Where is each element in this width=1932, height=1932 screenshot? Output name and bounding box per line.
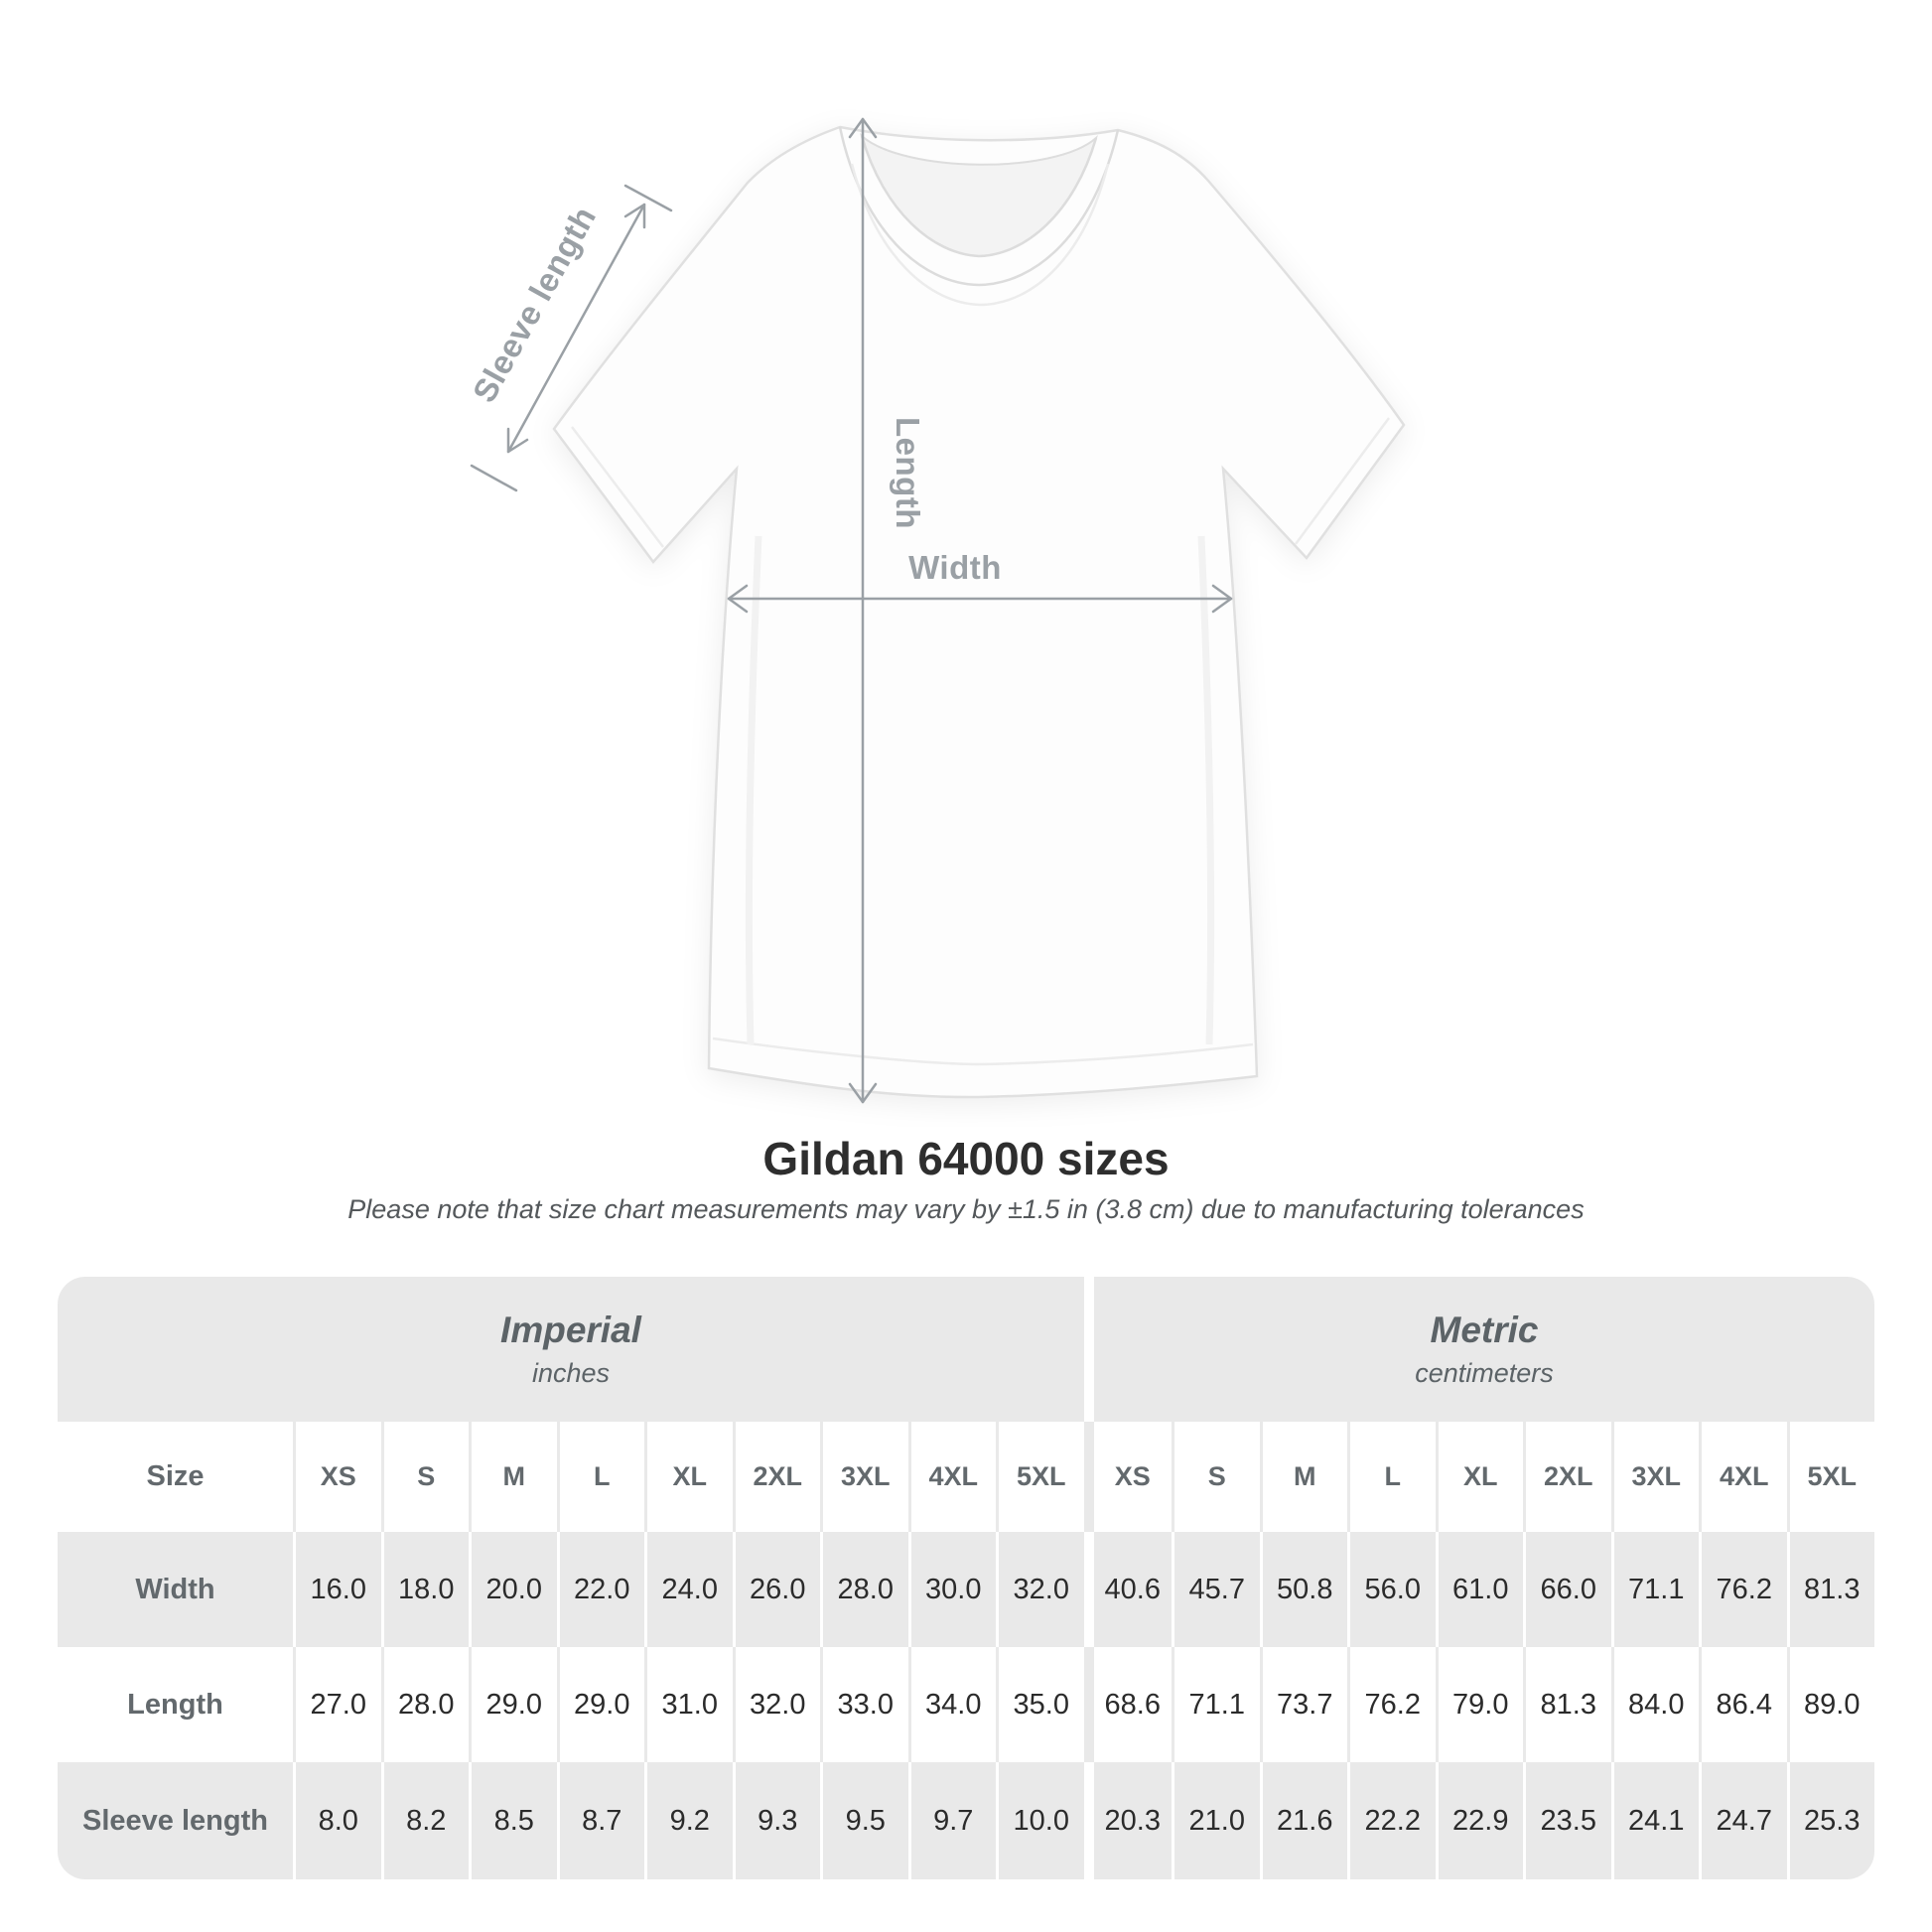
measurement-value-metric: 76.2 (1347, 1647, 1436, 1762)
size-header-cell-imperial: S (381, 1422, 470, 1532)
measurement-value-metric: 86.4 (1699, 1647, 1787, 1762)
measurement-value-imperial: 26.0 (733, 1532, 821, 1647)
size-row-label: Size (58, 1422, 293, 1532)
measurement-value-imperial: 8.7 (557, 1762, 645, 1879)
measurement-value-metric: 23.5 (1523, 1762, 1611, 1879)
imperial-title: Imperial (500, 1310, 641, 1350)
measurement-value-imperial: 8.5 (469, 1762, 557, 1879)
size-header-cell-metric: XS (1084, 1422, 1173, 1532)
measurement-value-imperial: 18.0 (381, 1532, 470, 1647)
size-header-cell-imperial: 5XL (996, 1422, 1084, 1532)
measurement-value-metric: 76.2 (1699, 1532, 1787, 1647)
measurement-value-metric: 84.0 (1611, 1647, 1700, 1762)
size-header-cell-metric: M (1260, 1422, 1348, 1532)
size-header-cell-imperial: L (557, 1422, 645, 1532)
measurement-value-imperial: 27.0 (293, 1647, 381, 1762)
measurement-value-imperial: 10.0 (996, 1762, 1084, 1879)
size-header-cell-metric: 5XL (1787, 1422, 1875, 1532)
measurement-value-metric: 21.0 (1172, 1762, 1260, 1879)
size-header-cell-metric: L (1347, 1422, 1436, 1532)
measurement-value-imperial: 29.0 (557, 1647, 645, 1762)
size-header-cell-metric: 4XL (1699, 1422, 1787, 1532)
measurement-value-metric: 25.3 (1787, 1762, 1875, 1879)
measurement-value-imperial: 24.0 (644, 1532, 733, 1647)
size-header-cell-imperial: M (469, 1422, 557, 1532)
tshirt-illustration (554, 127, 1404, 1097)
measurement-value-metric: 79.0 (1436, 1647, 1524, 1762)
tshirt-outline (554, 127, 1404, 1097)
size-header-cell-imperial: 3XL (820, 1422, 908, 1532)
measurement-value-imperial: 20.0 (469, 1532, 557, 1647)
size-header-cell-imperial: XS (293, 1422, 381, 1532)
measurement-value-imperial: 8.0 (293, 1762, 381, 1879)
tolerance-note: Please note that size chart measurements may vary by ±1.5 in (3.8 cm) due to manufacturing tolerances (347, 1194, 1585, 1224)
size-header-cell-metric: 2XL (1523, 1422, 1611, 1532)
measurement-value-metric: 61.0 (1436, 1532, 1524, 1647)
measurement-value-imperial: 9.2 (644, 1762, 733, 1879)
measurement-value-imperial: 9.5 (820, 1762, 908, 1879)
width-label: Width (908, 549, 1002, 586)
sleeve-top-tick (625, 186, 671, 210)
measurement-value-metric: 24.1 (1611, 1762, 1700, 1879)
metric-unit: centimeters (1415, 1358, 1554, 1388)
imperial-header (58, 1277, 1084, 1422)
row-label: Length (58, 1647, 293, 1762)
measurement-value-imperial: 8.2 (381, 1762, 470, 1879)
measurement-value-metric: 20.3 (1084, 1762, 1173, 1879)
measurement-value-imperial: 28.0 (381, 1647, 470, 1762)
measurement-value-imperial: 29.0 (469, 1647, 557, 1762)
measurement-value-imperial: 30.0 (908, 1532, 997, 1647)
table-row-sleeve-length (58, 1762, 1874, 1879)
row-label: Width (58, 1532, 293, 1647)
measurement-value-imperial: 34.0 (908, 1647, 997, 1762)
metric-header (1084, 1277, 1874, 1422)
row-label: Sleeve length (58, 1762, 293, 1879)
sleeve-length-label: Sleeve length (465, 200, 604, 409)
measurement-value-metric: 81.3 (1523, 1647, 1611, 1762)
measurement-value-imperial: 22.0 (557, 1532, 645, 1647)
page-title: Gildan 64000 sizes (762, 1133, 1170, 1184)
measurement-value-imperial: 28.0 (820, 1532, 908, 1647)
unit-system-header-row (58, 1277, 1874, 1422)
measurement-value-metric: 81.3 (1787, 1532, 1875, 1647)
measurement-value-metric: 56.0 (1347, 1532, 1436, 1647)
size-header-cell-imperial: XL (644, 1422, 733, 1532)
size-header-cell-imperial: 4XL (908, 1422, 997, 1532)
measurement-value-metric: 40.6 (1084, 1532, 1173, 1647)
measurement-value-metric: 71.1 (1611, 1532, 1700, 1647)
measurement-value-metric: 22.2 (1347, 1762, 1436, 1879)
measurement-value-imperial: 33.0 (820, 1647, 908, 1762)
measurement-value-imperial: 16.0 (293, 1532, 381, 1647)
length-label: Length (890, 417, 926, 529)
metric-title: Metric (1430, 1310, 1539, 1350)
measurement-value-imperial: 9.7 (908, 1762, 997, 1879)
table-row-length (58, 1647, 1874, 1762)
table-row-width (58, 1532, 1874, 1647)
size-chart-table (58, 1277, 1874, 1879)
size-header-row (58, 1422, 1874, 1532)
measurement-value-metric: 73.7 (1260, 1647, 1348, 1762)
size-header-cell-metric: XL (1436, 1422, 1524, 1532)
measurement-value-metric: 50.8 (1260, 1532, 1348, 1647)
measurement-value-metric: 71.1 (1172, 1647, 1260, 1762)
size-header-cell-metric: 3XL (1611, 1422, 1700, 1532)
imperial-unit: inches (531, 1358, 611, 1388)
measurement-value-metric: 45.7 (1172, 1532, 1260, 1647)
sleeve-bottom-tick (472, 466, 516, 490)
measurement-value-imperial: 31.0 (644, 1647, 733, 1762)
size-header-cell-imperial: 2XL (733, 1422, 821, 1532)
measurement-value-imperial: 9.3 (733, 1762, 821, 1879)
measurement-value-metric: 66.0 (1523, 1532, 1611, 1647)
measurement-value-metric: 68.6 (1084, 1647, 1173, 1762)
measurement-value-metric: 24.7 (1699, 1762, 1787, 1879)
measurement-value-metric: 22.9 (1436, 1762, 1524, 1879)
measurement-value-imperial: 35.0 (996, 1647, 1084, 1762)
measurement-value-imperial: 32.0 (733, 1647, 821, 1762)
measurement-value-metric: 89.0 (1787, 1647, 1875, 1762)
measurement-value-imperial: 32.0 (996, 1532, 1084, 1647)
measurement-value-metric: 21.6 (1260, 1762, 1348, 1879)
size-header-cell-metric: S (1172, 1422, 1260, 1532)
